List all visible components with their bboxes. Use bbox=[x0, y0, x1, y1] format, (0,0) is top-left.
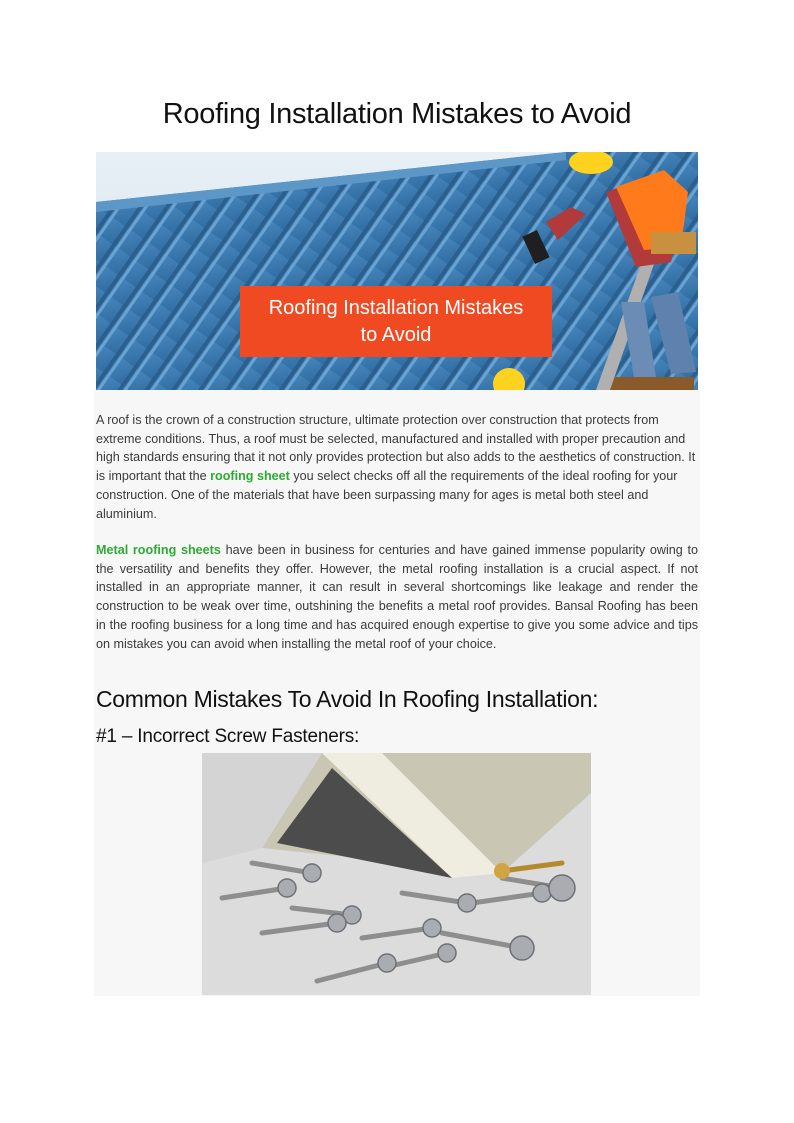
screw-fasteners-image bbox=[202, 753, 591, 995]
hero-banner-line-1: Roofing Installation Mistakes bbox=[268, 297, 524, 319]
hero-banner bbox=[240, 286, 552, 357]
intro-paragraph bbox=[96, 411, 698, 523]
intro-text-end: you select checks off all the requirements of the ideal roofing for your construction. One of the materials that have been surpassing many for ages is metal both steel and aluminium. bbox=[96, 469, 678, 521]
hero-image bbox=[96, 152, 698, 390]
metal-roofing-text: have been in business for centuries and have gained immense popularity owing to the versatility and benefits they offer. However, the metal roofing installation is a crucial aspect. If not installed in an appropriate manner, it can result in several shortcomings like leakage and render the construction to be weak over time, outshining the benefits a metal roof provides. Bansal Roofing has been in the roofing business for a long time and has acquired enough expertise to give you some advice and tips on mistakes you can avoid when installing the metal roof of your choice. bbox=[96, 543, 698, 651]
article-body bbox=[94, 390, 700, 996]
metal-roofing-sheets-link[interactable]: Metal roofing sheets bbox=[96, 543, 221, 557]
section-heading: Common Mistakes To Avoid In Roofing Installation: bbox=[96, 686, 599, 712]
hero-banner-line-2: to Avoid bbox=[360, 324, 432, 346]
subsection-heading: #1 – Incorrect Screw Fasteners: bbox=[96, 726, 360, 747]
roofing-sheet-link[interactable]: roofing sheet bbox=[210, 469, 290, 484]
intro-text-start: A roof is the crown of a construction structure, ultimate protection over construction that protects from extreme conditions. Thus, a roof must be selected, manufactured and installed with proper precaution and high standards ensuring that it not only provides protection but also adds to the aesthetics of construction. It is important that the bbox=[96, 413, 696, 484]
screws-and-ridge-cap-illustration bbox=[202, 753, 591, 995]
page-title: Roofing Installation Mistakes to Avoid bbox=[162, 98, 632, 130]
metal-roofing-paragraph bbox=[96, 541, 698, 653]
